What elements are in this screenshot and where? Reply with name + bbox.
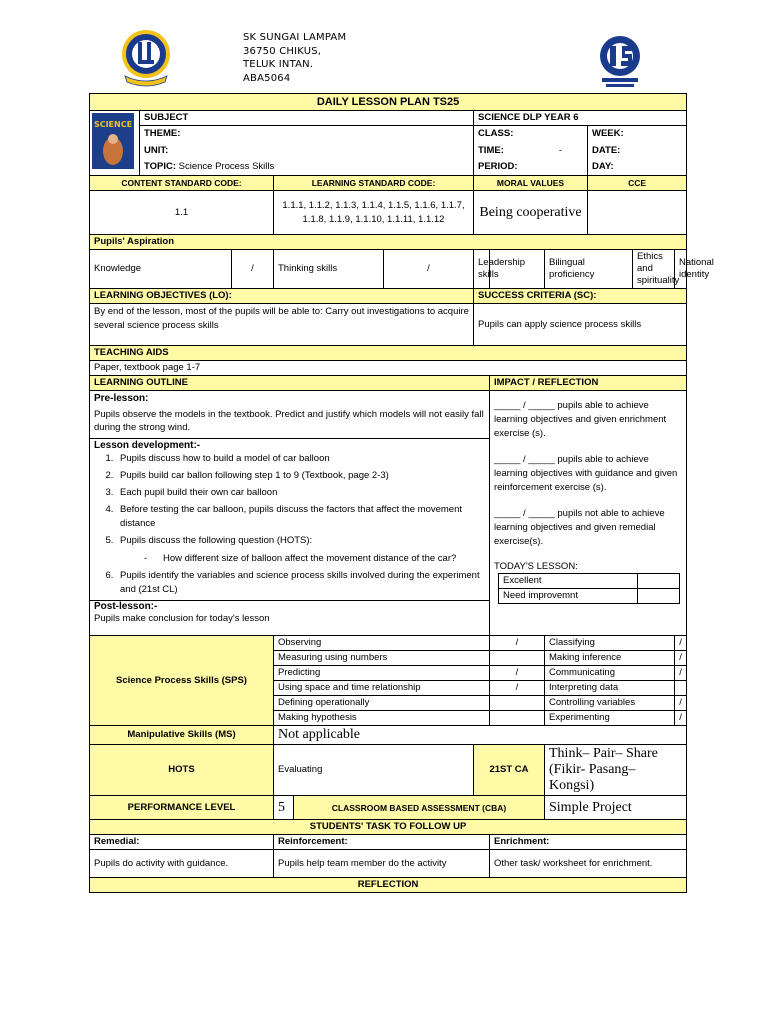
aspiration-thinking: Thinking skills	[274, 250, 384, 289]
school-address	[243, 31, 346, 85]
todays-lesson-table	[498, 573, 680, 604]
lesson-step: 4. Before testing the car balloon, pupils discuss the factors that affect the movement distance	[116, 503, 485, 531]
topic-value: Science Process Skills	[178, 160, 275, 172]
aspiration-knowledge-mark: /	[232, 250, 274, 289]
sps-right-1-mark: /	[675, 651, 687, 666]
todays-lesson-excellent: Excellent	[499, 574, 638, 589]
sps-left-3: Using space and time relationship	[274, 681, 490, 696]
theme-label: THEME:	[140, 126, 474, 143]
school-name: SK SUNGAI LAMPAM	[243, 32, 347, 43]
subject-value: SCIENCE DLP YEAR 6	[474, 111, 687, 126]
enrichment-text: Other task/ worksheet for enrichment.	[490, 850, 687, 878]
learning-outline-label: LEARNING OUTLINE	[90, 376, 490, 391]
sps-right-2: Communicating	[545, 666, 675, 681]
textbook-cover-icon	[92, 113, 134, 169]
21st-ca-label: 21ST CA	[474, 745, 545, 796]
sps-right-5-mark: /	[675, 711, 687, 726]
lesson-step: 2. Pupils build car ballon following step 1 to 9 (Textbook, page 2-3)	[116, 469, 485, 483]
todays-lesson-improvement: Need improvemnt	[499, 589, 638, 604]
reflection-reinforcement: _____ / _____ pupils able to achieve learning objectives with guidance and given reinforcement exercise (s).	[494, 454, 678, 493]
class-label: CLASS:	[474, 126, 588, 143]
lesson-step: 3. Each pupil build their own car balloon	[116, 486, 485, 500]
todays-lesson-label: TODAY'S LESSON:	[494, 561, 578, 572]
pre-lesson-label: Pre-lesson:	[94, 393, 149, 404]
sps-left-5: Making hypothesis	[274, 711, 490, 726]
topic-cell	[140, 159, 474, 176]
impact-reflection-body	[490, 391, 687, 636]
reflection-enrichment: _____ / _____ pupils able to achieve learning objectives and given enrichment exercise (s).	[494, 400, 667, 439]
reinforcement-text: Pupils help team member do the activity	[274, 850, 490, 878]
hots-label: HOTS	[90, 745, 274, 796]
learning-standard-label: LEARNING STANDARD CODE:	[274, 176, 474, 191]
cce-label: CCE	[588, 176, 687, 191]
teaching-aids-value: Paper, textbook page 1-7	[90, 361, 687, 376]
cba-label: CLASSROOM BASED ASSESSMENT (CBA)	[294, 796, 545, 820]
pre-lesson-text: Pupils observe the models in the textbook. Predict and justify which models will not easily fall during the strong wind.	[94, 409, 484, 433]
sps-label: Science Process Skills (SPS)	[90, 636, 274, 726]
lesson-step: 6. Pupils identify the variables and science process skills involved during the experiment and (21st CL)	[116, 569, 485, 597]
sps-right-0-mark: /	[675, 636, 687, 651]
moral-values-value: Being cooperative	[474, 191, 588, 235]
aspiration-leadership: Leadership skills	[474, 250, 490, 289]
sps-left-5-mark	[490, 711, 545, 726]
letterhead	[0, 0, 768, 92]
subject-label: SUBJECT	[140, 111, 474, 126]
cba-value: Simple Project	[545, 796, 687, 820]
cce-value	[588, 191, 687, 235]
school-crest-icon	[121, 30, 171, 88]
time-cell	[474, 142, 588, 159]
lesson-development-label: Lesson development:-	[94, 440, 201, 451]
performance-level-label: PERFORMANCE LEVEL	[90, 796, 274, 820]
sps-left-2: Predicting	[274, 666, 490, 681]
content-standard-value: 1.1	[90, 191, 274, 235]
21st-ca-value: Think– Pair– Share (Fikir- Pasang– Kongsi)	[545, 745, 687, 796]
moral-values-label: MORAL VALUES	[474, 176, 588, 191]
todays-lesson-improvement-checkbox[interactable]	[638, 589, 680, 604]
hots-question: - How different size of balloon affect the movement distance of the car?	[144, 553, 457, 564]
learning-objectives-text: By end of the lesson, most of the pupils will be able to: Carry out investigations to acquire several science process skills	[90, 304, 474, 346]
school-town: TELUK INTAN.	[243, 59, 314, 70]
aspiration-knowledge: Knowledge	[90, 250, 232, 289]
unit-label: UNIT:	[140, 142, 474, 159]
teaching-aids-label: TEACHING AIDS	[90, 346, 687, 361]
impact-reflection-label: IMPACT / REFLECTION	[490, 376, 687, 391]
sps-right-5: Experimenting	[545, 711, 675, 726]
reflection-remedial: _____ / _____ pupils not able to achieve learning objectives and given remedial exercise(s).	[494, 508, 665, 547]
sps-left-2-mark: /	[490, 666, 545, 681]
time-value: -	[558, 144, 563, 156]
hots-value: Evaluating	[274, 745, 474, 796]
aspiration-thinking-mark: /	[384, 250, 474, 289]
sps-left-1-mark	[490, 651, 545, 666]
sps-right-4-mark: /	[675, 696, 687, 711]
lesson-plan-table	[89, 93, 714, 893]
remedial-text: Pupils do activity with guidance.	[90, 850, 274, 878]
sps-left-0-mark: /	[490, 636, 545, 651]
reinforcement-label: Reinforcement:	[274, 835, 490, 850]
manipulative-skills-value: Not applicable	[274, 726, 687, 745]
follow-up-label: STUDENTS' TASK TO FOLLOW UP	[90, 820, 687, 835]
date-label: DATE:	[588, 142, 687, 159]
post-lesson-label: Post-lesson:-	[94, 601, 158, 612]
lesson-step: 5. Pupils discuss the following question (HOTS): - How different size of balloon affect the movement distance of the car?	[116, 534, 485, 566]
period-label: PERIOD:	[474, 159, 588, 176]
todays-lesson-excellent-checkbox[interactable]	[638, 574, 680, 589]
reflection-label: REFLECTION	[90, 878, 687, 893]
school-code: ABA5064	[243, 72, 291, 84]
sps-right-1: Making inference	[545, 651, 675, 666]
post-lesson-text: Pupils make conclusion for today's lesson	[94, 613, 270, 624]
sps-left-4-mark	[490, 696, 545, 711]
remedial-label: Remedial:	[90, 835, 274, 850]
sps-right-0: Classifying	[545, 636, 675, 651]
sps-left-3-mark: /	[490, 681, 545, 696]
school-postcode: 36750 CHIKUS,	[243, 45, 322, 57]
aspiration-label: Pupils' Aspiration	[90, 235, 687, 250]
learning-outline-body	[90, 391, 490, 636]
sps-left-0: Observing	[274, 636, 490, 651]
lesson-steps	[94, 452, 485, 597]
learning-standard-value: 1.1.1, 1.1.2, 1.1.3, 1.1.4, 1.1.5, 1.1.6, 1.1.7, 1.1.8, 1.1.9, 1.1.10, 1.1.11, 1.1.12	[274, 191, 474, 235]
content-standard-label: CONTENT STANDARD CODE:	[90, 176, 274, 191]
day-label: DAY:	[588, 159, 687, 176]
aspiration-bilingual: Bilingual proficiency	[545, 250, 633, 289]
time-label: TIME:	[478, 144, 504, 156]
enrichment-label: Enrichment:	[490, 835, 687, 850]
success-criteria-text: Pupils can apply science process skills	[474, 304, 687, 346]
week-label: WEEK:	[588, 126, 687, 143]
lesson-step: 1. Pupils discuss how to build a model of car balloon	[116, 452, 485, 466]
sps-right-3-mark	[675, 681, 687, 696]
book-cover-cell	[90, 111, 140, 176]
aspiration-ethics: Ethics and spirituality	[633, 250, 675, 289]
ts25-logo-icon	[596, 34, 644, 90]
page-title: DAILY LESSON PLAN TS25	[90, 94, 687, 111]
learning-objectives-label: LEARNING OBJECTIVES (LO):	[90, 289, 474, 304]
success-criteria-label: SUCCESS CRITERIA (SC):	[474, 289, 687, 304]
sps-left-4: Defining operationally	[274, 696, 490, 711]
textbook-cover-title: SCIENCE	[93, 120, 133, 129]
aspiration-national: National identity	[675, 250, 687, 289]
sps-left-1: Measuring using numbers	[274, 651, 490, 666]
sps-right-2-mark: /	[675, 666, 687, 681]
performance-level-value: 5	[274, 796, 294, 820]
sps-right-3: Interpreting data	[545, 681, 675, 696]
sps-right-4: Controlling variables	[545, 696, 675, 711]
manipulative-skills-label: Manipulative Skills (MS)	[90, 726, 274, 745]
topic-label: TOPIC:	[144, 160, 177, 172]
